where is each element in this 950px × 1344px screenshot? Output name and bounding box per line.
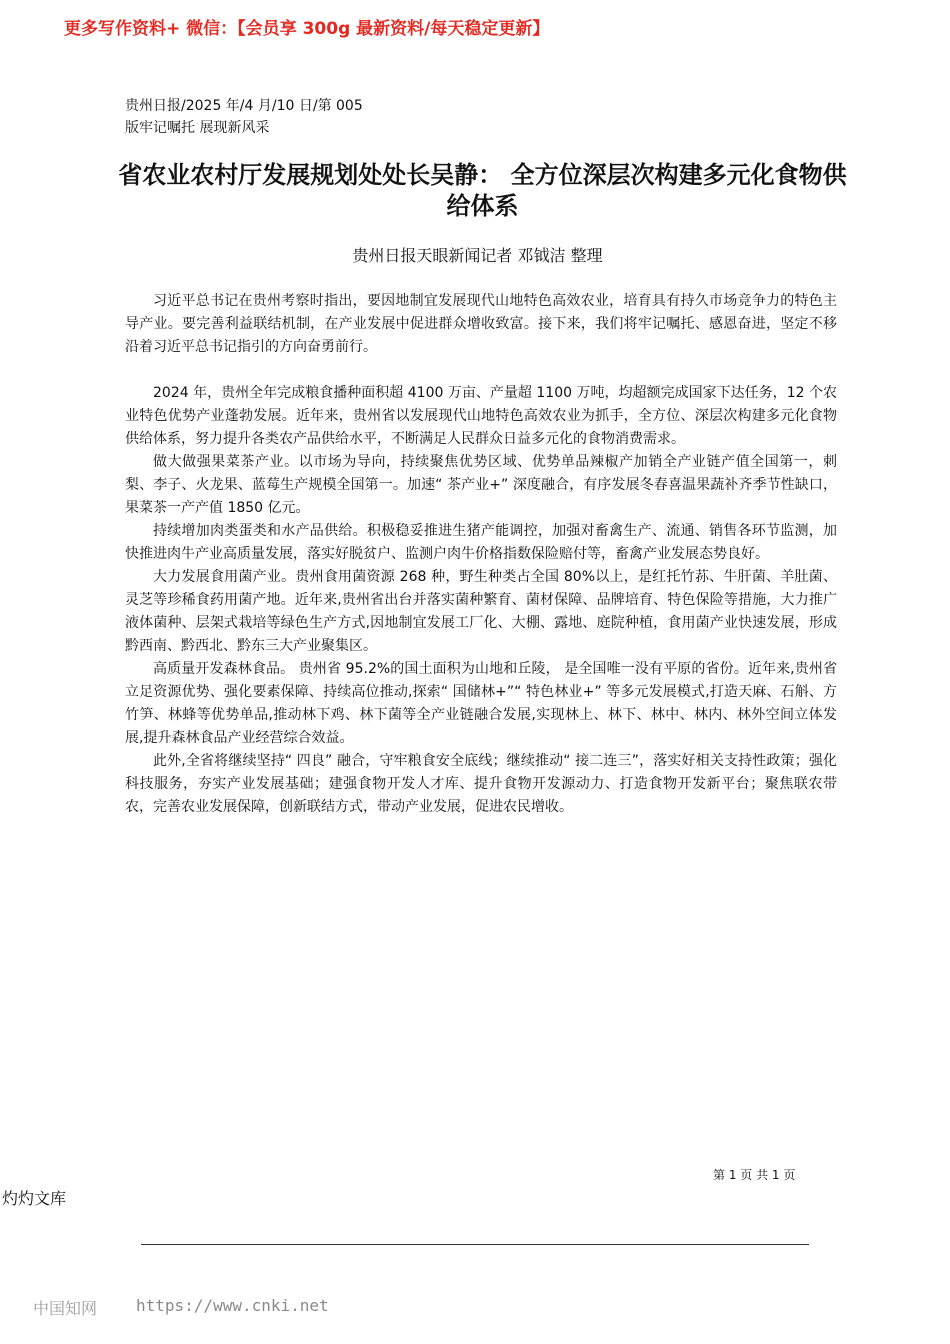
watermark-url[interactable]: https://www.cnki.net [136, 1296, 329, 1315]
source-line: 贵州日报/2025 年/4 月/10 日/第 005 [125, 98, 363, 114]
section-label: 版牢记嘱托 展现新风采 [125, 120, 270, 136]
page-indicator: 第 1 页 共 1 页 [713, 1168, 796, 1182]
library-name: 灼灼文库 [2, 1189, 67, 1208]
paragraph-overview: 2024 年，贵州全年完成粮食播种面积超 4100 万亩、产量超 1100 万吨，均超额完成国家下达任务，12 个农业特色优势产业蓬勃发展。近年来，贵州省以发展现代山地特色高效农业为抓手，全方位、深层次构建多元化食物供给体系，努力提升各类农产品供给水平，不断满足人民群众日益多元化的食物消费需求。 [125, 385, 837, 447]
paragraph-outlook: 此外,全省将继续坚持“ 四良” 融合，守牢粮食安全底线；继续推动“ 接二连三”，落实好相关支持性政策；强化科技服务，夯实产业发展基础；建强食物开发人才库、提升食物开发源动力、打造食物开发新平台；聚焦联农带农，完善农业发展保障，创新联结方式，带动产业发展，促进农民增收。 [125, 753, 837, 815]
watermark-name: 中国知网 [33, 1299, 98, 1318]
article-title: 省农业农村厅发展规划处处长吴静： 全方位深层次构建多元化食物供给体系 [118, 161, 847, 220]
footer-divider [141, 1244, 809, 1245]
paragraph-intro: 习近平总书记在贵州考察时指出，要因地制宜发展现代山地特色高效农业，培育具有持久市场竞争力的特色主导产业。要完善利益联结机制，在产业发展中促进群众增收致富。接下来，我们将牢记嘱托、感恩奋进，坚定不移沿着习近平总书记指引的方向奋勇前行。 [125, 293, 837, 355]
article-byline: 贵州日报天眼新闻记者 邓钺洁 整理 [352, 246, 603, 265]
article-meta [125, 95, 363, 139]
paragraph-edible-fungi: 大力发展食用菌产业。贵州食用菌资源 268 种，野生种类占全国 80%以上，是红托竹荪、牛肝菌、羊肚菌、灵芝等珍稀食药用菌产地。近年来,贵州省出台并落实菌种繁育、菌材保障、品牌培育、特色保险等措施，大力推广液体菌种、层架式栽培等绿色生产方式,因地制宜发展工厂化、大棚、露地、庭院种植，食用菌产业快速发展，形成黔西南、黔西北、黔东三大产业聚集区。 [125, 569, 837, 654]
paragraph-forest-food: 高质量开发森林食品。 贵州省 95.2%的国土面积为山地和丘陵， 是全国唯一没有平原的省份。近年来,贵州省立足资源优势、强化要素保障、持续高位推动,探索“ 国储林+”“ 特色林业+” 等多元发展模式,打造天麻、石斛、方竹笋、林蜂等优势单品,推动林下鸡、林下菌等全产业链融合发展,实现林上、林下、林中、林内、林外空间立体发展,提升森林食品产业经营综合效益。 [125, 661, 837, 746]
paragraph-meat-egg-aquatic: 持续增加肉类蛋类和水产品供给。积极稳妥推进生猪产能调控，加强对畜禽生产、流通、销售各环节监测，加快推进肉牛产业高质量发展，落实好脱贫户、监测户肉牛价格指数保险赔付等，畜禽产业发展态势良好。 [125, 523, 837, 562]
paragraph-fruit-veg-tea: 做大做强果菜茶产业。以市场为导向，持续聚焦优势区域、优势单品辣椒产加销全产业链产值全国第一，刺梨、李子、火龙果、蓝莓生产规模全国第一。加速“ 茶产业+” 深度融合，有序发展冬春喜温果蔬补齐季节性缺口，果菜茶一产产值 1850 亿元。 [125, 454, 837, 516]
article-body [125, 290, 837, 819]
promo-banner[interactable]: 更多写作资料+ 微信：【会员享 300g 最新资料/每天稳定更新】 [64, 19, 550, 39]
